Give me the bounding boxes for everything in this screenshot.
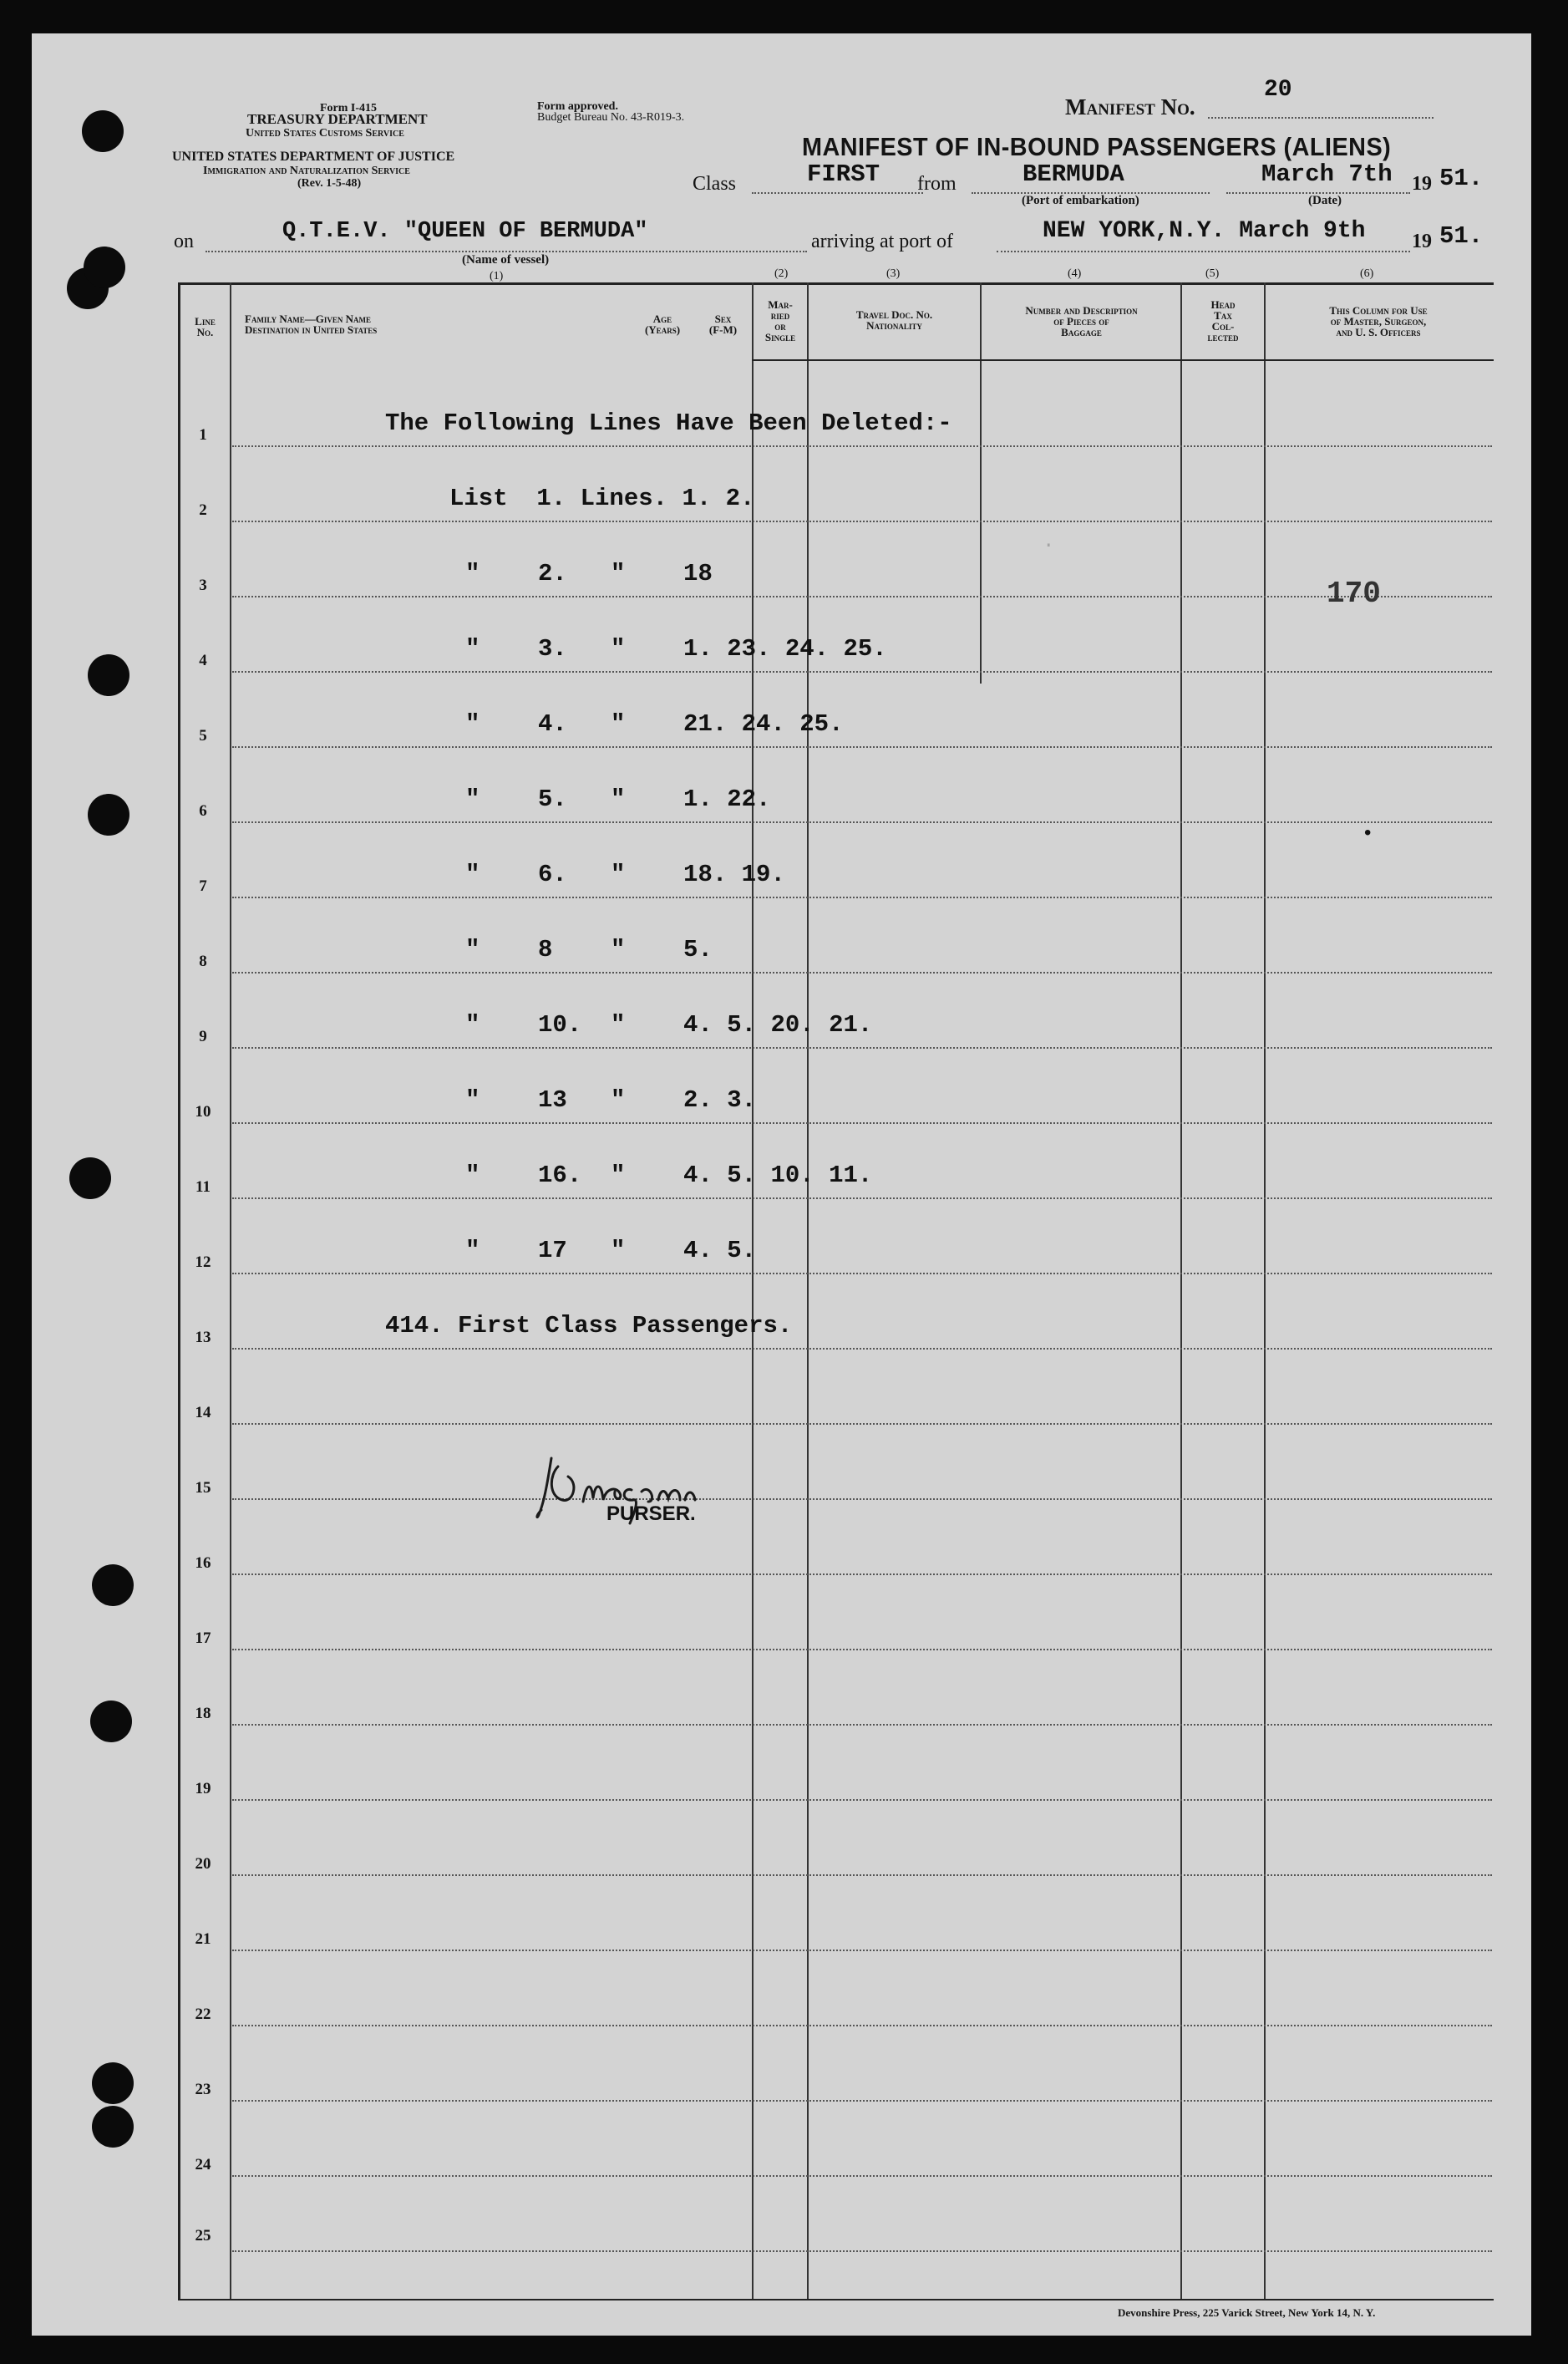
manifest-number-label: Manifest No. (1065, 94, 1195, 119)
entry-line-11: " 16. " 4. 5. 10. 11. (465, 1162, 873, 1189)
entry-line-10: " 13 " 2. 3. (465, 1086, 757, 1114)
entry-line-1: The Following Lines Have Been Deleted:- (385, 409, 952, 437)
line-number: 23 (195, 2081, 211, 2098)
manifest-sheet (32, 33, 1531, 2336)
form-approved: Form approved. (537, 100, 618, 113)
binder-hole (92, 1564, 134, 1606)
entry-line-13: 414. First Class Passengers. (385, 1312, 793, 1340)
row-rule (232, 445, 1492, 447)
embarkation-port: BERMUDA (1022, 160, 1124, 188)
line-number: 21 (195, 1930, 211, 1948)
customs-service: United States Customs Service (246, 127, 404, 140)
row-rule (232, 1649, 1492, 1650)
line-number: 16 (195, 1554, 211, 1572)
binder-hole (88, 654, 129, 696)
column-number-2: (2) (774, 267, 789, 280)
line-number: 3 (199, 577, 207, 594)
header-name-destination: Family Name—Given Name Destination in United States (245, 313, 378, 336)
line-number: 25 (195, 2227, 211, 2245)
binder-hole (92, 2062, 134, 2104)
line-number: 8 (199, 953, 207, 970)
row-rule (232, 1423, 1492, 1425)
row-rule (232, 2100, 1492, 2102)
binder-hole (90, 1701, 132, 1742)
row-rule (232, 1197, 1492, 1199)
entry-line-7: " 6. " 18. 19. (465, 861, 785, 888)
from-label: from (917, 173, 957, 195)
line-number: 12 (195, 1253, 211, 1271)
row-rule (232, 1573, 1492, 1575)
header-officers-use: This Column for Use of Master, Surgeon, and U. S. Officers (1329, 304, 1428, 338)
row-rule (232, 521, 1492, 522)
year-prefix: 19 (1412, 173, 1432, 195)
row-rule (232, 2025, 1492, 2026)
line-number: 15 (195, 1479, 211, 1497)
header-married-single: Mar- ried or Single (764, 298, 796, 343)
line-number: 13 (195, 1329, 211, 1346)
embarkation-caption: (Port of embarkation) (1022, 194, 1139, 207)
header-line-no: Line No. (195, 315, 216, 338)
line-number: 10 (195, 1103, 211, 1121)
row-rule (232, 671, 1492, 673)
row-rule (232, 2175, 1492, 2177)
on-label: on (174, 231, 194, 252)
row-rule (232, 2250, 1492, 2252)
bleed-through-mark: · (1043, 535, 1055, 557)
binder-hole (84, 247, 125, 288)
entry-line-3: " 2. " 18 (465, 560, 713, 587)
vessel-name: Q.T.E.V. "QUEEN OF BERMUDA" (282, 219, 648, 244)
entry-line-2: List 1. Lines. 1. 2. (449, 485, 755, 512)
line-number: 4 (199, 652, 207, 669)
row-rule (232, 1122, 1492, 1124)
line-number: 14 (195, 1404, 211, 1421)
entry-line-8: " 8 " 5. (465, 936, 713, 963)
entry-line-12: " 17 " 4. 5. (465, 1237, 757, 1264)
row-rule (232, 1273, 1492, 1274)
entry-line-9: " 10. " 4. 5. 20. 21. (465, 1011, 873, 1039)
department-of-justice: UNITED STATES DEPARTMENT OF JUSTICE (172, 150, 455, 164)
line-number: 7 (199, 877, 207, 895)
line-number: 9 (199, 1028, 207, 1045)
row-rule (232, 1498, 1492, 1500)
departure-year: 51. (1439, 165, 1484, 192)
line-number: 18 (195, 1705, 211, 1722)
row-rule (232, 746, 1492, 748)
entry-line-6: " 5. " 1. 22. (465, 785, 771, 813)
row-rule (232, 1874, 1492, 1876)
purser-title: PURSER. (606, 1502, 696, 1525)
entry-line-5: " 4. " 21. 24. 25. (465, 710, 844, 738)
departure-date: March 7th (1261, 160, 1393, 188)
arrival-port-date: NEW YORK,N.Y. March 9th (1043, 218, 1366, 244)
binder-hole (82, 110, 124, 152)
row-rule (232, 1724, 1492, 1726)
revision-date: (Rev. 1-5-48) (297, 177, 362, 190)
row-rule (232, 1348, 1492, 1350)
manifest-title: MANIFEST OF IN-BOUND PASSENGERS (ALIENS) (802, 132, 1392, 161)
line-number: 20 (195, 1855, 211, 1873)
row-rule (232, 1047, 1492, 1049)
header-age: Age (Years) (644, 313, 681, 336)
column-number-5: (5) (1205, 267, 1220, 280)
header-sex: Sex (F-M) (708, 313, 738, 336)
line-number: 22 (195, 2006, 211, 2023)
header-travel-doc: Travel Doc. No. Nationality (855, 308, 933, 332)
row-rule (232, 1950, 1492, 1951)
entry-line-4: " 3. " 1. 23. 24. 25. (465, 635, 887, 663)
column-number-6: (6) (1360, 267, 1374, 280)
budget-bureau: Budget Bureau No. 43-R019-3. (537, 111, 685, 124)
column-number-1: (1) (490, 270, 504, 282)
binder-hole (88, 794, 129, 836)
line-number: 19 (195, 1780, 211, 1797)
header-baggage: Number and Description of Pieces of Baggage (1025, 304, 1138, 338)
arrival-year-prefix: 19 (1412, 231, 1432, 252)
line-number: 11 (195, 1178, 211, 1196)
binder-hole (92, 2106, 134, 2148)
date-caption: (Date) (1308, 194, 1342, 207)
row-rule (232, 1799, 1492, 1801)
class-value: FIRST (807, 160, 880, 188)
line-number: 24 (195, 2156, 211, 2173)
immigration-service: Immigration and Naturalization Service (203, 165, 410, 177)
stray-dot: • (1362, 823, 1374, 846)
vessel-caption: (Name of vessel) (462, 253, 550, 267)
manifest-number: 20 (1264, 77, 1292, 103)
line-number: 6 (199, 802, 207, 820)
printer-imprint: Devonshire Press, 225 Varick Street, New York 14, N. Y. (1118, 2306, 1376, 2319)
arriving-label: arriving at port of (811, 231, 953, 252)
row-rule (232, 897, 1492, 898)
binder-hole (69, 1157, 111, 1199)
class-label: Class (693, 173, 737, 195)
line-number: 2 (199, 501, 207, 519)
column-number-3: (3) (886, 267, 901, 280)
header-head-tax: Head Tax Col- lected (1207, 298, 1239, 343)
line-number: 5 (199, 727, 207, 745)
arrival-year: 51. (1439, 222, 1484, 250)
row-rule (232, 596, 1492, 597)
row-rule (232, 821, 1492, 823)
form-number: Form I-415 (320, 102, 378, 114)
officer-margin-note: 170 (1327, 577, 1381, 611)
row-rule (232, 972, 1492, 974)
treasury-department: TREASURY DEPARTMENT (247, 111, 428, 127)
line-number: 17 (195, 1629, 211, 1647)
line-number: 1 (199, 426, 207, 444)
column-number-4: (4) (1068, 267, 1082, 280)
